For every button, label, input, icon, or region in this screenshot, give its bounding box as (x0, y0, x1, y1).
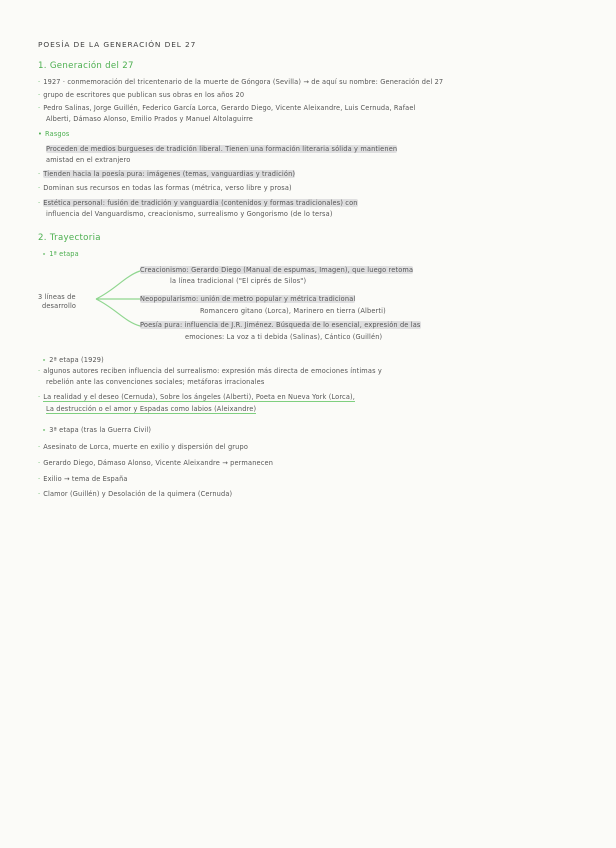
rasgo-4: · Estética personal: fusión de tradición y vanguardia (contenidos y formas tradicionales) con (38, 199, 358, 207)
e3-line-3: · Exilio → tema de España (38, 475, 128, 483)
s1-line-3: · Pedro Salinas, Jorge Guillén, Federico García Lorca, Gerardo Diego, Vicente Aleixandre, Luis Cernuda, Rafael (38, 104, 416, 112)
rasgo-4b: influencia del Vanguardismo, creacionismo, surrealismo y Gongorismo (de lo tersa) (46, 210, 333, 218)
branch-label-1: 3 líneas de (38, 293, 76, 301)
rasgo-1b: amistad en el extranjero (46, 156, 131, 164)
e3-line-2: · Gerardo Diego, Dámaso Alonso, Vicente Aleixandre → permanecen (38, 459, 274, 467)
e3-line-4: · Clamor (Guillén) y Desolación de la quimera (Cernuda) (38, 490, 233, 498)
etapa-2-label: ∘ 2ª etapa (1929) (42, 356, 104, 364)
rasgo-2: · Tienden hacia la poesía pura: imágenes (temas, vanguardias y tradición) (38, 170, 296, 178)
s1-line-1: · 1927 · conmemoración del tricentenario de la muerte de Góngora (Sevilla) → de aquí su nombre: Generación del 27 (38, 78, 444, 86)
section-2-heading: 2. Trayectoria (38, 233, 101, 243)
s1-line-2: · grupo de escritores que publican sus obras en los años 20 (38, 91, 245, 99)
etapa-1-label: ∘ 1ª etapa (42, 250, 79, 258)
branch-3a: Poesía pura: influencia de J.R. Jiménez. Búsqueda de lo esencial, expresión de las (140, 321, 421, 329)
etapa-3-label: ∘ 3ª etapa (tras la Guerra Civil) (42, 426, 152, 434)
s1-line-4: Alberti, Dámaso Alonso, Emilio Prados y Manuel Altolaguirre (46, 115, 254, 123)
rasgos-label: • Rasgos (38, 130, 70, 138)
branch-1a: Creacionismo: Gerardo Diego (Manual de espumas, Imagen), que luego retoma (140, 266, 414, 274)
branch-3b: emociones: La voz a ti debida (Salinas), Cántico (Guillén) (185, 333, 383, 341)
section-1-heading: 1. Generación del 27 (38, 61, 134, 71)
branch-1b: la línea tradicional ("El ciprés de Silos") (170, 277, 307, 285)
e3-line-1: · Asesinato de Lorca, muerte en exilio y dispersión del grupo (38, 443, 249, 451)
rasgo-3: · Dominan sus recursos en todas las formas (métrica, verso libre y prosa) (38, 184, 292, 192)
e2-line-4: La destrucción o el amor y Espadas como labios (Aleixandre) (46, 405, 257, 413)
branch-2b: Romancero gitano (Lorca), Marinero en tierra (Alberti) (200, 307, 386, 315)
page-title: POESÍA DE LA GENERACIÓN DEL 27 (38, 40, 197, 49)
branch-label-2: desarrollo (42, 302, 77, 310)
e2-line-3: · La realidad y el deseo (Cernuda), Sobre los ángeles (Alberti), Poeta en Nueva York (Lorca), (38, 393, 355, 401)
e2-line-1: · algunos autores reciben influencia del surrealismo: expresión más directa de emociones íntimas y (38, 367, 382, 375)
branch-2a: Neopopularismo: unión de metro popular y métrica tradicional (140, 295, 356, 303)
e2-line-2: rebelión ante las convenciones sociales; metáforas irracionales (46, 378, 265, 386)
rasgo-1: Proceden de medios burgueses de tradición liberal. Tienen una formación literaria sólida y mantienen (46, 145, 398, 153)
